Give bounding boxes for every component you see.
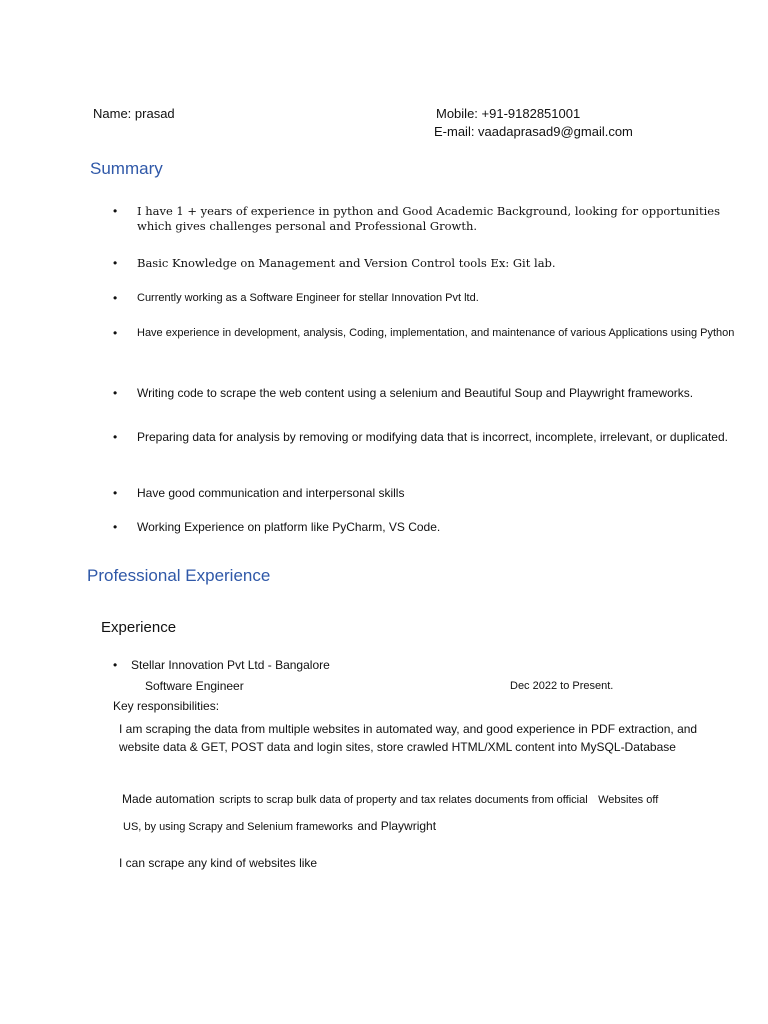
bullet-icon: • bbox=[113, 486, 118, 500]
summary-item: Currently working as a Software Engineer for stellar Innovation Pvt ltd. bbox=[137, 292, 479, 304]
summary-item: Working Experience on platform like PyCharm, VS Code. bbox=[137, 520, 441, 534]
bullet-icon: • bbox=[113, 430, 118, 444]
para2-part: Websites off bbox=[598, 794, 659, 806]
bullet-icon: • bbox=[113, 520, 118, 534]
summary-item: Writing code to scrape the web content using a selenium and Beautiful Soup and Playwright frameworks. bbox=[137, 386, 694, 400]
summary-item: I have 1 + years of experience in python and Good Academic Background, looking for opportunities which gives challenges personal and Professional Growth. bbox=[137, 204, 720, 233]
bullet-icon: • bbox=[113, 204, 118, 218]
job-dates: Dec 2022 to Present. bbox=[510, 680, 614, 692]
para2-part: Made automation bbox=[122, 792, 215, 806]
company-name: Stellar Innovation Pvt Ltd - Bangalore bbox=[131, 658, 330, 672]
para2-part: and Playwright bbox=[357, 819, 437, 833]
job-role: Software Engineer bbox=[145, 679, 244, 693]
responsibility-paragraph-2 bbox=[122, 792, 658, 807]
para2-part: US, by using Scrapy and Selenium frameworks bbox=[123, 821, 353, 833]
bullet-icon: • bbox=[113, 658, 118, 672]
key-responsibilities-label: Key responsibilities: bbox=[113, 699, 220, 713]
summary-heading: Summary bbox=[90, 159, 163, 178]
summary-item: Have good communication and interpersonal skills bbox=[137, 486, 405, 500]
bullet-icon: • bbox=[113, 291, 118, 305]
para2-part: scripts to scrap bulk data of property and tax relates documents from official bbox=[219, 794, 588, 806]
bullet-icon: • bbox=[113, 256, 118, 270]
email-field: E-mail: vaadaprasad9@gmail.com bbox=[434, 124, 633, 139]
bullet-icon: • bbox=[113, 386, 118, 400]
bullet-icon: • bbox=[113, 326, 118, 340]
summary-item: Have experience in development, analysis, Coding, implementation, and maintenance of various Applications using Python bbox=[137, 327, 735, 339]
responsibility-paragraph: I am scraping the data from multiple websites in automated way, and good experience in PDF extraction, and website data & GET, POST data and login sites, store crawled HTML/XML content into MySQL-Database bbox=[119, 722, 698, 754]
summary-item: Basic Knowledge on Management and Version Control tools Ex: Git lab. bbox=[137, 256, 556, 270]
responsibility-paragraph-3: I can scrape any kind of websites like bbox=[119, 856, 318, 870]
experience-subheading: Experience bbox=[101, 619, 177, 636]
mobile-field: Mobile: +91-9182851001 bbox=[436, 106, 581, 121]
name-field: Name: prasad bbox=[93, 106, 175, 121]
summary-item: Preparing data for analysis by removing or modifying data that is incorrect, incomplete, irrelevant, or duplicated. bbox=[137, 430, 728, 444]
responsibility-paragraph-2-cont bbox=[123, 819, 436, 834]
professional-heading: Professional Experience bbox=[87, 566, 271, 585]
